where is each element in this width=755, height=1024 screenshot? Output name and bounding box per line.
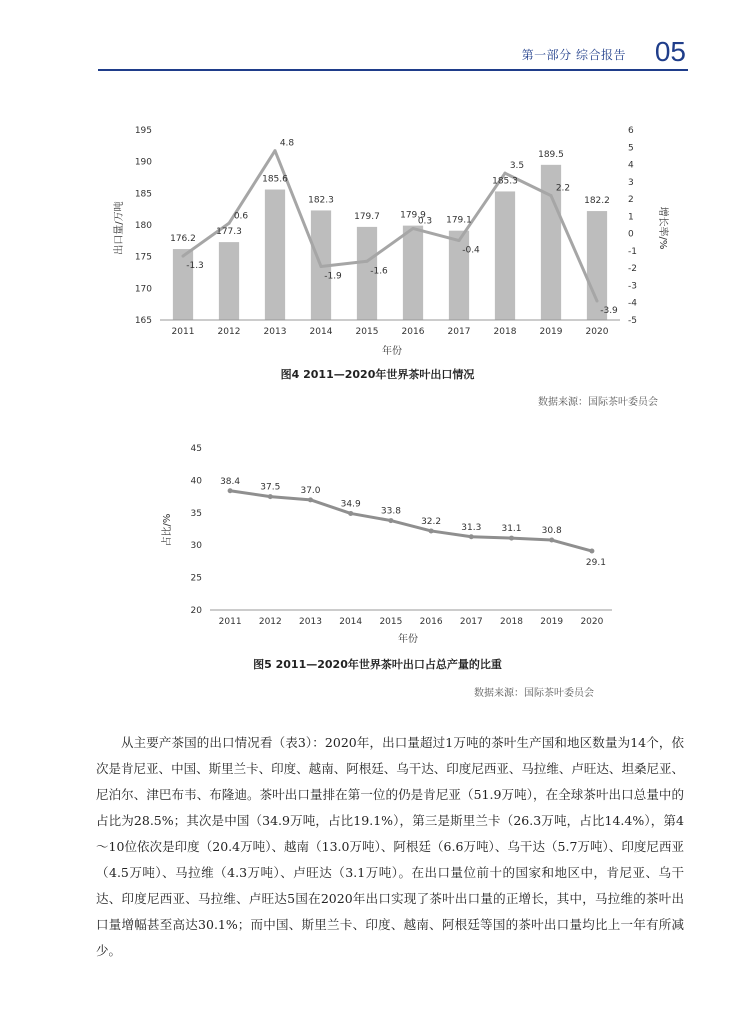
x-tick-label: 2014 [309, 327, 333, 337]
x-tick-label: 2019 [539, 327, 563, 337]
export-volume-chart [0, 118, 755, 358]
line-point [504, 172, 507, 175]
line-value-label: 29.1 [585, 558, 606, 569]
y2-tick-label: 6 [628, 126, 634, 136]
line-point [549, 538, 554, 543]
line-point [429, 528, 434, 533]
line-value-label: 31.1 [501, 524, 522, 535]
figure-caption: 图5 2011—2020年世界茶叶出口占总产量的比重 [253, 658, 502, 671]
export-share-chart [0, 438, 755, 650]
x-tick-label: 2020 [580, 617, 604, 627]
bar-value-label: 182.3 [308, 195, 334, 206]
page-header [98, 36, 688, 72]
bar-value-label: 185.3 [492, 176, 518, 187]
line-point [469, 534, 474, 539]
line-value-label: 38.4 [220, 476, 241, 487]
x-tick-label: 2016 [419, 617, 443, 627]
y2-tick-label: -3 [628, 281, 637, 292]
line-value-label: 3.5 [509, 161, 525, 172]
line-value-label: -1.3 [186, 261, 204, 272]
bar [403, 226, 423, 320]
bar-value-label: 179.1 [446, 215, 472, 226]
x-tick-label: 2018 [500, 617, 523, 627]
share-line [230, 491, 592, 551]
x-axis-title: 年份 [382, 346, 402, 357]
line-point [228, 222, 231, 225]
bar-value-label: 185.6 [262, 174, 288, 185]
bar [265, 190, 285, 320]
y2-tick-label: 0 [628, 229, 634, 240]
line-point [589, 549, 594, 554]
x-tick-label: 2013 [299, 617, 322, 627]
line-point [388, 518, 393, 523]
bar-value-label: 176.2 [170, 234, 196, 245]
line-value-label: 2.2 [555, 183, 571, 194]
x-tick-label: 2019 [540, 617, 564, 627]
line-value-label: 0.6 [233, 211, 249, 222]
line-value-label: -3.9 [600, 306, 618, 316]
bar [449, 231, 469, 320]
y-tick-label: 170 [134, 284, 152, 295]
x-tick-label: 2011 [171, 327, 195, 337]
line-point [348, 511, 353, 516]
page-number: 05 [654, 36, 686, 67]
y2-tick-label: 3 [628, 177, 634, 188]
x-tick-label: 2015 [379, 617, 403, 627]
line-point [550, 194, 553, 197]
x-tick-label: 2018 [493, 327, 517, 337]
body-paragraph [96, 730, 684, 964]
line-point [320, 265, 323, 268]
y2-tick-label: -5 [628, 316, 637, 326]
line-point [509, 536, 514, 541]
y2-tick-label: -2 [628, 264, 637, 275]
line-value-label: 4.8 [279, 138, 295, 149]
y2-tick-label: -4 [628, 298, 637, 309]
line-value-label: 0.3 [417, 216, 433, 227]
line-value-label: -0.4 [462, 245, 480, 256]
line-value-label: 33.8 [380, 506, 401, 517]
figure-caption: 图4 2011—2020年世界茶叶出口情况 [280, 368, 475, 381]
line-value-label: -1.6 [370, 266, 388, 277]
line-value-label: 34.9 [340, 499, 361, 510]
section-title: 第一部分 综合报告 [521, 48, 626, 62]
y-tick-label: 195 [134, 126, 152, 136]
bar-value-label: 179.7 [354, 211, 380, 222]
y-tick-label: 45 [190, 444, 202, 454]
bar-value-label: 182.2 [584, 196, 610, 207]
y-tick-label: 35 [190, 508, 202, 519]
y2-tick-label: 5 [628, 143, 634, 154]
y-tick-label: 30 [190, 541, 202, 552]
header-rule [98, 69, 688, 71]
line-point [458, 239, 461, 242]
line-point [308, 497, 313, 502]
line-point [268, 494, 273, 499]
y2-tick-label: 1 [628, 212, 634, 223]
y-tick-label: 40 [190, 476, 202, 487]
y-axis-title: 出口量/万吨 [114, 201, 125, 255]
line-point [274, 149, 277, 152]
x-tick-label: 2016 [401, 327, 425, 337]
x-tick-label: 2012 [217, 327, 241, 337]
x-tick-label: 2017 [447, 327, 471, 337]
y-tick-label: 190 [134, 157, 152, 168]
line-value-label: 37.5 [260, 482, 281, 493]
bar [219, 242, 239, 320]
x-tick-label: 2017 [459, 617, 483, 627]
bar [495, 191, 515, 320]
bar [173, 249, 193, 320]
x-tick-label: 2014 [339, 617, 363, 627]
paragraph-text: 从主要产茶国的出口情况看（表3）：2020年，出口量超过1万吨的茶叶生产国和地区数量为14个，依次是肯尼亚、中国、斯里兰卡、印度、越南、阿根廷、乌干达、印度尼西亚、马拉维、卢旺达、坦桑尼亚、尼泊尔、津巴布韦、布隆迪。茶叶出口量排在第一位的仍是肯尼亚（51.9万吨），在全球茶叶出口总量中的占比为28.5%；其次是中国（34.9万吨，占比19.1%），第三是斯里兰卡（26.3万吨，占比14.4%），第4～10位依次是印度（20.4万吨）、越南（13.0万吨）、阿根廷（6.6万吨）、乌干达（5.7万吨）、印度尼西亚（4.5万吨）、马拉维（4.3万吨）、卢旺达（3.1万吨）。在出口量位前十的国家和地区中，肯尼亚、乌干达、印度尼西亚、马拉维、卢旺达5国在2020年出口实现了茶叶出口量的正增长，其中，马拉维的茶叶出口量增幅甚至高达30.1%；而中国、斯里兰卡、印度、越南、阿根廷等国的茶叶出口量均比上一年有所减少。 [96, 735, 684, 958]
data-source: 数据来源：国际茶叶委员会 [474, 688, 594, 699]
x-tick-label: 2012 [258, 617, 282, 627]
y-tick-label: 25 [190, 573, 202, 584]
x-tick-label: 2013 [263, 327, 287, 337]
y2-tick-label: 2 [628, 195, 634, 206]
bar-value-label: 179.9 [400, 210, 426, 221]
line-point [182, 255, 185, 258]
y-tick-label: 180 [134, 221, 152, 231]
x-tick-label: 2015 [355, 327, 379, 337]
bar [587, 211, 607, 320]
line-point [596, 300, 599, 303]
line-value-label: 37.0 [300, 485, 321, 496]
line-value-label: 30.8 [541, 526, 562, 537]
y-tick-label: 20 [190, 606, 202, 616]
line-point [228, 488, 233, 493]
y-tick-label: 175 [134, 252, 152, 263]
growth-line [183, 151, 597, 301]
x-axis-title: 年份 [398, 634, 418, 645]
data-source: 数据来源：国际茶叶委员会 [538, 397, 658, 408]
line-value-label: -1.9 [324, 271, 342, 282]
y-axis-title: 占比/% [162, 513, 173, 547]
line-point [366, 260, 369, 263]
y-tick-label: 185 [134, 189, 152, 200]
x-tick-label: 2011 [218, 617, 242, 627]
bar-value-label: 189.5 [538, 149, 564, 160]
line-value-label: 32.2 [421, 516, 442, 527]
line-point [412, 227, 415, 230]
y2-tick-label: 4 [628, 160, 634, 171]
bar-value-label: 177.3 [216, 227, 242, 238]
y-tick-label: 165 [134, 316, 152, 326]
y2-tick-label: -1 [628, 246, 637, 257]
x-tick-label: 2020 [585, 327, 609, 337]
y2-axis-title: 增长率/% [657, 206, 668, 250]
line-value-label: 31.3 [461, 522, 482, 533]
